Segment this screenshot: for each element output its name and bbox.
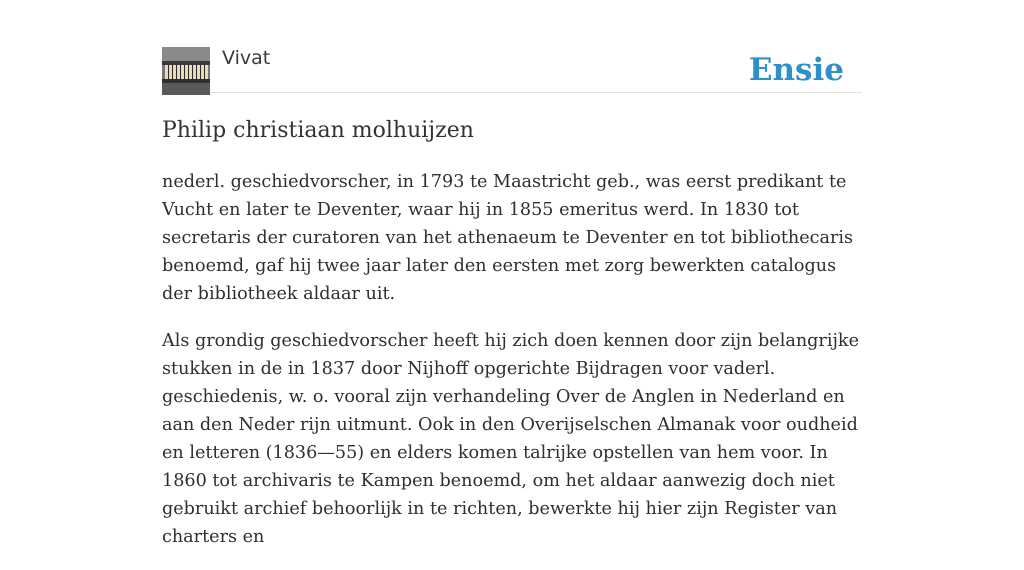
article-paragraph: nederl. geschiedvorscher, in 1793 te Maastricht geb., was eerst predikant te Vucht en later te Deventer, waar hij in 1855 emeritus werd. In 1830 tot secretaris der curatoren van het athenaeum te Deventer en tot bibliothecaris benoemd, gaf hij twee jaar later den eersten met zorg bewerkten catalogus der bibliotheek aldaar uit. xyxy=(162,172,854,304)
page-title: Philip christiaan molhuijzen xyxy=(162,118,474,143)
page-container xyxy=(162,0,862,547)
header-bar xyxy=(162,0,862,93)
avatar[interactable] xyxy=(162,47,210,95)
article-body xyxy=(162,168,862,570)
article-paragraph: Als grondig geschiedvorscher heeft hij zich doen kennen door zijn belangrijke stukken in de in 1837 door Nijhoff opgerichte Bijdragen voor vaderl. geschiedenis, w. o. vooral zijn verhandeling Over de Anglen in Nederland en aan den Neder rijn uitmunt. Ook in den Overijselschen Almanak voor oudheid en letteren (1836—55) en elders komen talrijke opstellen van hem voor. In 1860 tot archivaris te Kampen benoemd, om het aldaar aanwezig doch niet gebruikt archief behoorlijk in te richten, bewerkte hij hier zijn Register van charters en xyxy=(162,331,859,547)
brand-logo[interactable]: Ensie xyxy=(748,52,844,88)
author-name[interactable]: Vivat xyxy=(222,47,271,69)
bookshelf-avatar-icon xyxy=(162,47,210,95)
